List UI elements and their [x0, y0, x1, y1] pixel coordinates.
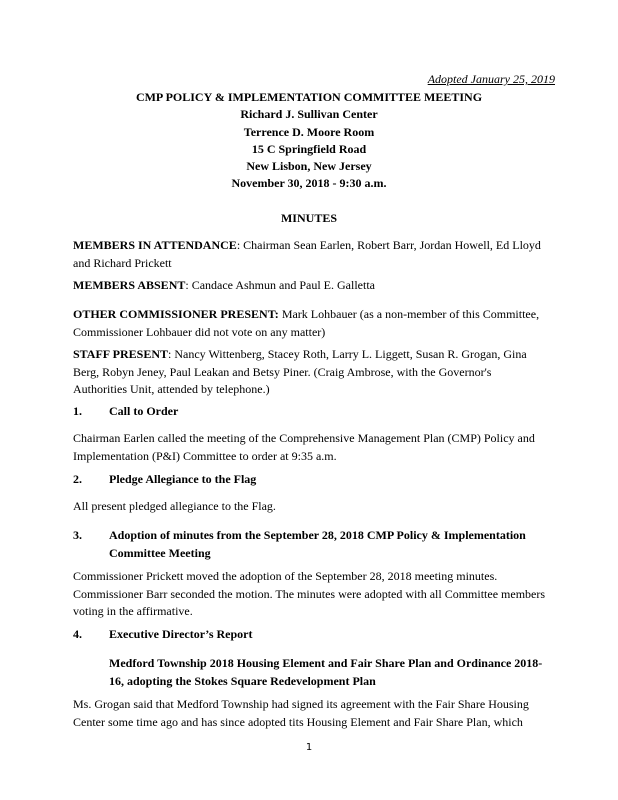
staff-text-3: Authorities Unit, attended by telephone.) [73, 382, 270, 396]
section-1-body [73, 430, 557, 465]
section-4-subheading-2: 16, adopting the Stokes Square Redevelopment Plan [109, 673, 376, 688]
meeting-header [0, 89, 618, 193]
absent-paragraph [73, 277, 557, 295]
absent-text: : Candace Ashmun and Paul E. Galletta [185, 278, 375, 292]
other-commissioner-text-2: Commissioner Lohbauer did not vote on any matter) [73, 324, 326, 339]
section-1-number: 1. [73, 404, 82, 418]
section-3-title-2: Committee Meeting [109, 545, 211, 560]
page-number: 1 [305, 742, 313, 753]
section-4-subheading-1: Medford Township 2018 Housing Element and Fair Share Plan and Ordinance 2018- [109, 656, 543, 670]
header-line-room: Terrence D. Moore Room [243, 124, 375, 139]
section-3-body [73, 568, 557, 621]
header-line-venue: Richard J. Sullivan Center [240, 107, 378, 122]
section-3-text-1: Commissioner Prickett moved the adoption of the September 28, 2018 meeting minutes. [73, 569, 498, 583]
staff-text-2: Berg, Robyn Jeney, Paul Leakan and Betsy Piner. (Craig Ambrose, with the Governor's [73, 364, 492, 379]
section-4-number: 4. [73, 627, 82, 641]
section-4-text-1: Ms. Grogan said that Medford Township had signed its agreement with the Fair Share Housing [73, 697, 529, 711]
section-4-text-2: Center some time ago and has since adopted tits Housing Element and Fair Share Plan, which [73, 714, 523, 729]
staff-label: STAFF PRESENT [73, 347, 169, 361]
section-3-text-2: Commissioner Barr seconded the motion. The minutes were adopted with all Committee members [73, 586, 546, 601]
header-line-address: 15 C Springfield Road [251, 141, 367, 156]
section-3-title [109, 527, 559, 562]
section-1-text-1: Chairman Earlen called the meeting of the Comprehensive Management Plan (CMP) Policy and [73, 431, 535, 445]
attendance-paragraph [73, 237, 557, 272]
section-2-number: 2. [73, 472, 82, 486]
attendance-text-2: and Richard Prickett [73, 255, 172, 270]
minutes-title: MINUTES [280, 211, 337, 225]
staff-text-1: : Nancy Wittenberg, Stacey Roth, Larry L. Liggett, Susan R. Grogan, Gina [168, 347, 527, 361]
section-1-text-2: Implementation (P&I) Committee to order at 9:35 a.m. [73, 448, 337, 463]
other-commissioner-text-1: Mark Lohbauer (as a non-member of this Committee, [278, 307, 540, 321]
section-4-subheading [109, 655, 561, 690]
section-1-title: Call to Order [109, 404, 179, 418]
adopted-date: Adopted January 25, 2019 [427, 72, 555, 86]
absent-label: MEMBERS ABSENT [73, 278, 186, 292]
section-3-title-1: Adoption of minutes from the September 28, 2018 CMP Policy & Implementation [109, 528, 526, 542]
other-commissioner-label: OTHER COMMISSIONER PRESENT: [73, 307, 279, 321]
section-3-number: 3. [73, 528, 82, 542]
header-line-title: CMP POLICY & IMPLEMENTATION COMMITTEE MEETING [135, 90, 483, 104]
header-line-city: New Lisbon, New Jersey [246, 159, 372, 174]
staff-paragraph [73, 346, 557, 399]
other-commissioner-paragraph [73, 306, 557, 341]
section-2-body [73, 498, 557, 516]
section-2-title: Pledge Allegiance to the Flag [109, 472, 257, 486]
section-4-body [73, 696, 557, 731]
section-2-text-1: All present pledged allegiance to the Flag. [73, 499, 276, 513]
attendance-label: MEMBERS IN ATTENDANCE [73, 238, 237, 252]
section-4-title: Executive Director’s Report [109, 627, 253, 641]
section-3-text-3: voting in the affirmative. [73, 604, 193, 618]
header-line-date: November 30, 2018 - 9:30 a.m. [231, 176, 387, 191]
attendance-text-1: : Chairman Sean Earlen, Robert Barr, Jordan Howell, Ed Lloyd [236, 238, 541, 252]
